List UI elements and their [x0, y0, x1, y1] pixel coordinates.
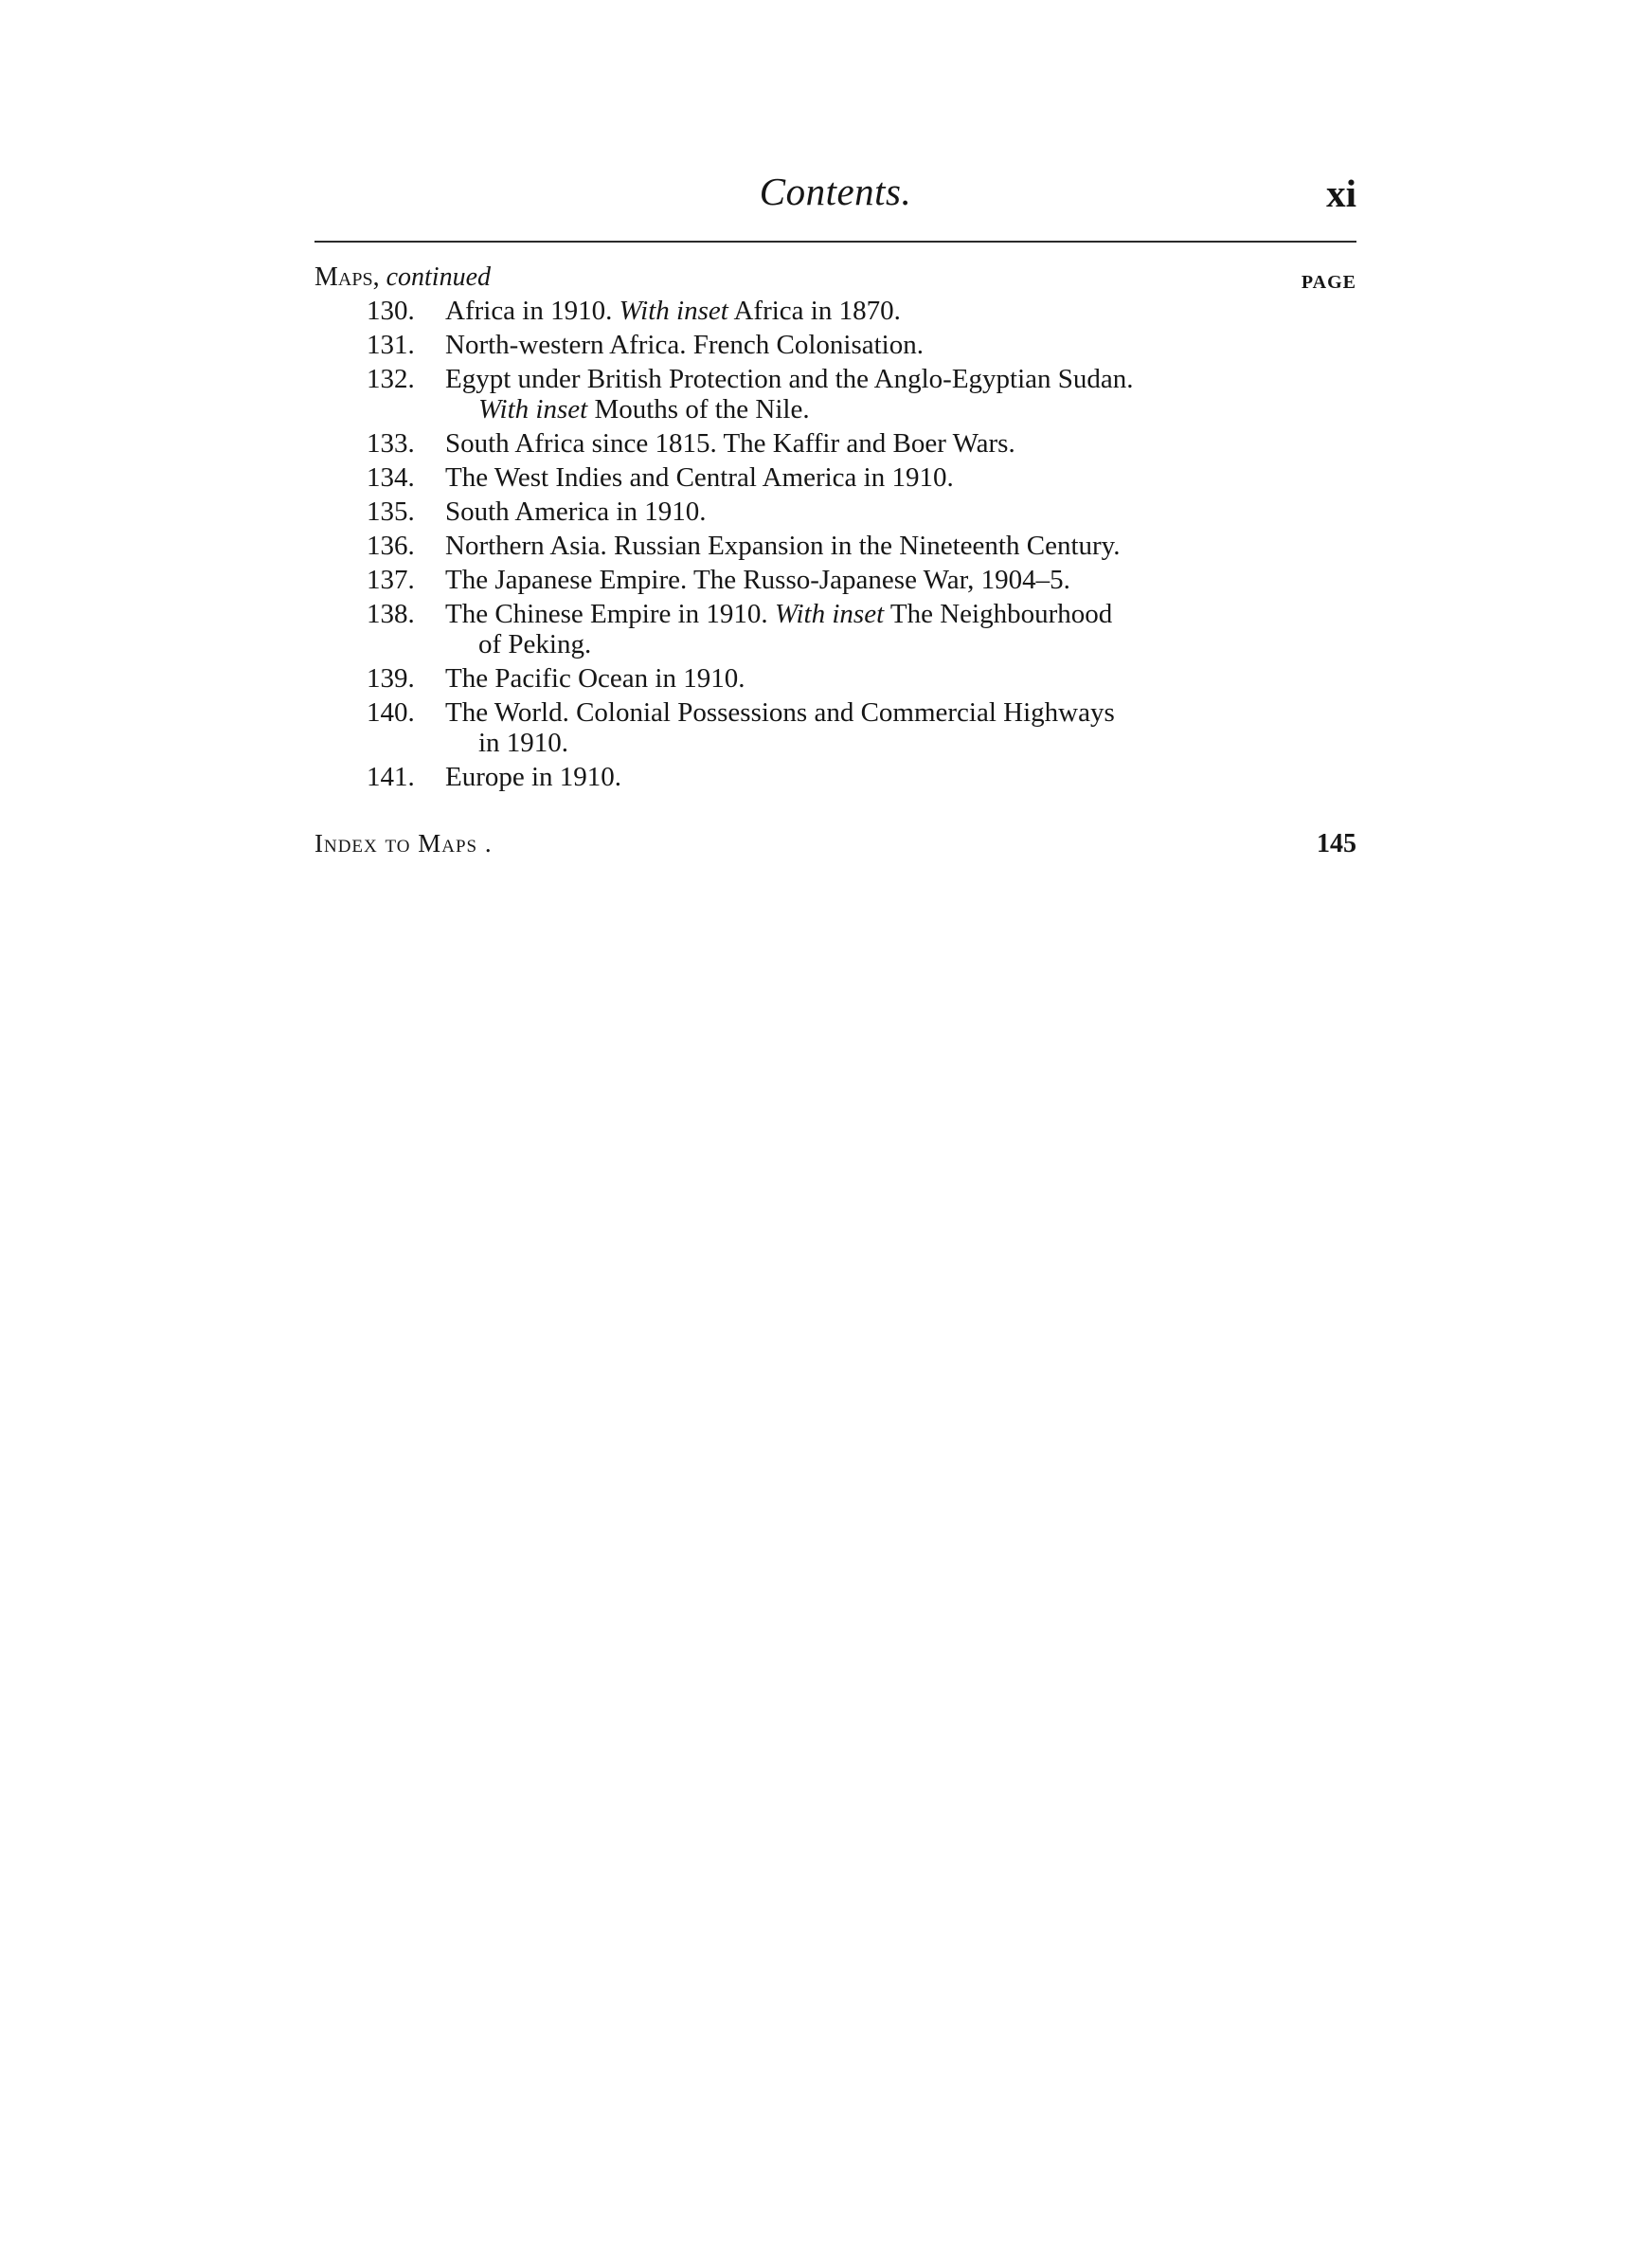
maps-list: [314, 294, 1356, 794]
map-entry-line: [445, 497, 706, 527]
map-entry-text: Africa in 1910.: [445, 296, 620, 326]
map-entry[interactable]: [314, 529, 1356, 563]
map-entry[interactable]: [314, 426, 1356, 460]
map-entry[interactable]: [314, 362, 1356, 426]
section-continued: continued: [386, 262, 492, 292]
map-entry-number: 132.: [367, 364, 415, 394]
map-entry-line: [445, 663, 745, 694]
map-entry-number: 133.: [367, 428, 415, 459]
index-to-maps-row[interactable]: [314, 829, 1356, 867]
page-column-label: PAGE: [1301, 272, 1356, 293]
map-entry-text: The Neighbourhood: [884, 599, 1113, 629]
map-entry-title: [445, 362, 1298, 426]
map-entry-continuation: [445, 726, 1298, 760]
map-entry-text: North-western Africa. French Colonisation.: [445, 330, 924, 360]
map-entry[interactable]: [314, 695, 1356, 760]
map-entry-line: [445, 762, 621, 792]
map-entry-text: Northern Asia. Russian Expansion in the Nineteenth Century.: [445, 531, 1121, 561]
map-entry-number: 135.: [367, 497, 415, 527]
inset-label: With inset: [774, 599, 885, 629]
page-header: [314, 169, 1356, 226]
map-entry-number: 138.: [367, 599, 415, 629]
map-entry-text: Africa in 1870.: [727, 296, 901, 326]
map-entry[interactable]: [314, 328, 1356, 362]
map-entry-text: of Peking.: [478, 629, 592, 659]
map-entry-title: [445, 529, 1298, 563]
map-entry-line: [445, 364, 1134, 394]
map-entry-line: [445, 330, 924, 360]
map-entry-title: [445, 495, 1298, 529]
page-number: xi: [1326, 172, 1356, 215]
map-entry[interactable]: [314, 495, 1356, 529]
map-entry-number: 130.: [367, 296, 415, 326]
index-page-number: 145: [1317, 829, 1356, 858]
map-entry-title: [445, 294, 1298, 328]
map-entry-line: [445, 531, 1121, 561]
map-entry-title: [445, 328, 1298, 362]
map-entry-text: The Japanese Empire. The Russo-Japanese War, 1904–5.: [445, 565, 1070, 595]
section-title: Maps,: [314, 262, 380, 292]
map-entry-title: [445, 760, 1298, 794]
map-entry-continuation: [445, 627, 1298, 661]
map-entry[interactable]: [314, 661, 1356, 695]
map-entry-text: Egypt under British Protection and the Anglo-Egyptian Sudan.: [445, 364, 1134, 394]
map-entry-text: The World. Colonial Possessions and Commercial Highways: [445, 697, 1115, 728]
map-entry-line: [445, 697, 1115, 728]
map-entry-title: [445, 563, 1298, 597]
inset-label: With inset: [478, 394, 588, 424]
map-entry[interactable]: [314, 760, 1356, 794]
map-entry[interactable]: [314, 294, 1356, 328]
map-entry-number: 141.: [367, 762, 415, 792]
map-entry-line: [445, 296, 901, 326]
running-title: Contents.: [759, 170, 912, 213]
map-entry-line: [445, 599, 1112, 629]
map-entry-number: 131.: [367, 330, 415, 360]
map-entry-number: 134.: [367, 462, 415, 493]
map-entry-text: The West Indies and Central America in 1910.: [445, 462, 954, 493]
map-entry-text: Mouths of the Nile.: [587, 394, 810, 424]
map-entry[interactable]: [314, 563, 1356, 597]
map-entry-title: [445, 597, 1298, 661]
map-entry-text: Europe in 1910.: [445, 762, 622, 792]
map-entry-text: The Chinese Empire in 1910.: [445, 599, 775, 629]
map-entry-line: [445, 462, 954, 493]
map-entry-text: The Pacific Ocean in 1910.: [445, 663, 745, 694]
map-entry-number: 140.: [367, 697, 415, 728]
map-entry-title: [445, 661, 1298, 695]
map-entry-line: [445, 428, 1015, 459]
map-entry-title: [445, 426, 1298, 460]
map-entry-line: [445, 565, 1070, 595]
map-entry-number: 139.: [367, 663, 415, 694]
index-label: Index to Maps .: [314, 829, 493, 858]
map-entry-number: 137.: [367, 565, 415, 595]
map-entry-text: South Africa since 1815. The Kaffir and Boer Wars.: [445, 428, 1015, 459]
inset-label: With inset: [619, 296, 728, 326]
map-entry-continuation: [445, 392, 1298, 426]
map-entry-number: 136.: [367, 531, 415, 561]
map-entry-text: in 1910.: [478, 728, 569, 758]
map-entry[interactable]: [314, 460, 1356, 495]
map-entry-title: [445, 460, 1298, 495]
map-entry-text: South America in 1910.: [445, 497, 707, 527]
header-rule: [314, 241, 1356, 243]
map-entry-title: [445, 695, 1298, 760]
map-entry[interactable]: [314, 597, 1356, 661]
